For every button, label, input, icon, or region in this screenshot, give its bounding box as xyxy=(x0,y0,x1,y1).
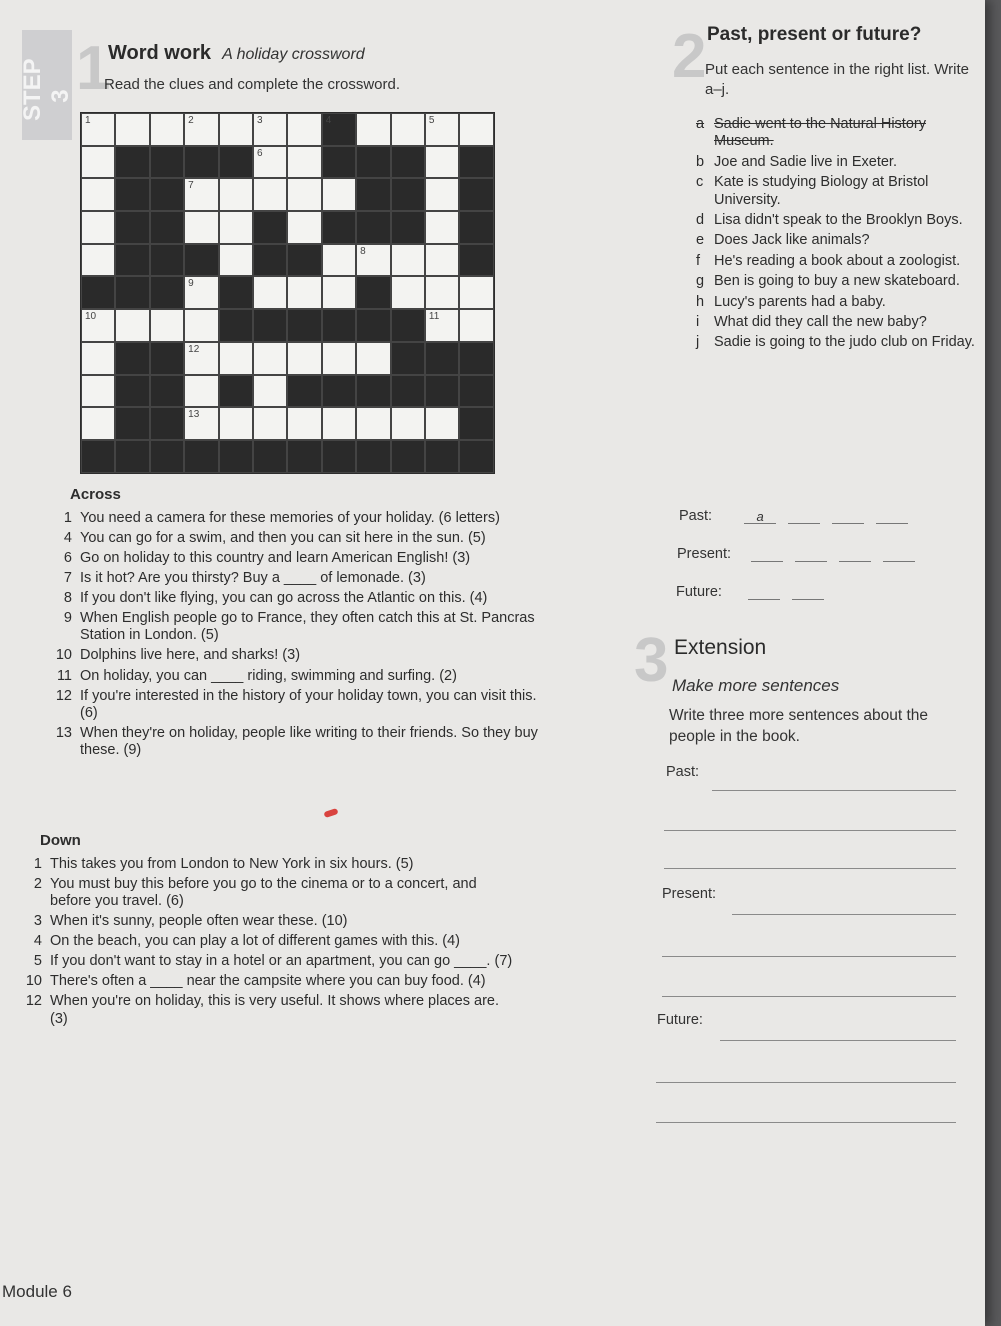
crossword-cell[interactable] xyxy=(81,407,115,440)
crossword-block xyxy=(425,342,459,375)
crossword-block xyxy=(287,375,321,408)
clue-number: 8 xyxy=(360,245,366,257)
across-clue xyxy=(44,550,550,567)
crossword-cell[interactable] xyxy=(219,407,253,440)
crossword-cell[interactable] xyxy=(184,211,218,244)
ext-future-line-1[interactable] xyxy=(720,1040,956,1041)
crossword-block xyxy=(287,440,321,473)
crossword-block xyxy=(219,375,253,408)
clue-text: When you're on holiday, this is very useful. It shows where places are. (3) xyxy=(50,993,499,1027)
sentence-letter: d xyxy=(696,211,705,228)
crossword-cell[interactable] xyxy=(219,244,253,277)
crossword-block xyxy=(115,146,149,179)
crossword-block xyxy=(322,113,356,146)
crossword-block xyxy=(391,178,425,211)
present-blank-4[interactable] xyxy=(883,547,915,562)
clue-text: When English people go to France, they often catch this at St. Pancras Station in London. (5) xyxy=(80,610,535,644)
sentence-letter: c xyxy=(696,174,704,191)
ext-present-line-2[interactable] xyxy=(662,956,956,957)
across-clue xyxy=(44,530,550,547)
crossword-block xyxy=(115,407,149,440)
crossword-cell[interactable] xyxy=(425,407,459,440)
sentence-item xyxy=(696,314,976,331)
crossword-cell[interactable] xyxy=(81,211,115,244)
down-clue xyxy=(14,856,520,873)
section-3-subtitle: Make more sentences xyxy=(672,676,840,695)
crossword-block xyxy=(184,146,218,179)
crossword-cell[interactable] xyxy=(184,375,218,408)
clue-number: 7 xyxy=(188,180,194,192)
step-tab xyxy=(19,30,74,140)
crossword-block xyxy=(150,276,184,309)
crossword-block xyxy=(253,244,287,277)
down-clue xyxy=(14,876,520,910)
present-blank-1[interactable] xyxy=(751,547,783,562)
clue-number: 3 xyxy=(256,115,263,126)
sentence-letter: f xyxy=(696,252,701,269)
crossword-block xyxy=(322,440,356,473)
crossword-cell[interactable] xyxy=(81,178,115,211)
ext-present-line-3[interactable] xyxy=(662,996,956,997)
sentence-text: Ben is going to buy a new skateboard. xyxy=(714,273,960,290)
across-clue xyxy=(44,570,550,587)
across-clue xyxy=(44,590,550,607)
crossword-block xyxy=(391,211,425,244)
across-clue xyxy=(44,510,550,527)
crossword-cell[interactable] xyxy=(115,309,149,342)
section-1-subtitle: A holiday crossword xyxy=(222,46,365,63)
crossword-block xyxy=(115,375,149,408)
section-3-number: 3 xyxy=(634,626,669,695)
red-pen-mark xyxy=(323,808,338,818)
crossword-block xyxy=(219,146,253,179)
crossword-block xyxy=(425,375,459,408)
clue-number: 12 xyxy=(188,343,200,355)
clue-text: When it's sunny, people often wear these. (10) xyxy=(50,913,348,930)
section-1-instruction: Read the clues and complete the crossword. xyxy=(104,76,400,93)
crossword-block xyxy=(459,146,493,179)
clue-number: 10 xyxy=(85,311,97,323)
crossword-cell[interactable] xyxy=(81,146,115,179)
crossword-cell[interactable] xyxy=(150,309,184,342)
future-label: Future: xyxy=(676,584,722,600)
crossword-cell[interactable] xyxy=(253,407,287,440)
across-clue xyxy=(44,610,550,644)
crossword-block xyxy=(459,178,493,211)
crossword-cell[interactable] xyxy=(459,113,493,146)
sentence-item xyxy=(696,154,976,171)
crossword-block xyxy=(150,375,184,408)
crossword-cell[interactable] xyxy=(425,146,459,179)
clue-number: 9 xyxy=(188,278,194,290)
crossword-block xyxy=(322,146,356,179)
crossword-cell[interactable] xyxy=(356,342,390,375)
section-2-title: Past, present or future? xyxy=(707,24,922,45)
across-clue xyxy=(44,688,550,722)
down-clue xyxy=(14,973,520,990)
crossword-cell[interactable] xyxy=(391,407,425,440)
ext-past-line-3[interactable] xyxy=(664,868,956,869)
crossword-block xyxy=(459,440,493,473)
sentence-text: Sadie went to the Natural History Museum. xyxy=(714,116,926,150)
clue-number: 5 xyxy=(33,953,42,970)
future-answer-row xyxy=(676,584,824,600)
crossword-block xyxy=(253,211,287,244)
sentence-letter: h xyxy=(696,293,705,310)
future-blank-2[interactable] xyxy=(792,585,824,600)
clue-text: If you don't want to stay in a hotel or an apartment, you can go ____. (7) xyxy=(50,953,513,970)
clue-number: 13 xyxy=(55,724,72,741)
crossword-cell[interactable] xyxy=(184,342,218,375)
crossword-cell[interactable] xyxy=(81,244,115,277)
crossword-cell[interactable] xyxy=(287,407,321,440)
crossword-block xyxy=(459,342,493,375)
crossword-cell[interactable] xyxy=(391,276,425,309)
crossword-block xyxy=(459,407,493,440)
clue-text: Is it hot? Are you thirsty? Buy a ____ of lemonade. (3) xyxy=(80,570,426,587)
crossword-block xyxy=(391,440,425,473)
clue-number: 10 xyxy=(25,973,42,990)
clue-text: You need a camera for these memories of your holiday. (6 letters) xyxy=(80,509,500,526)
sentence-item xyxy=(696,294,976,311)
crossword-cell[interactable] xyxy=(253,113,287,146)
crossword-cell[interactable] xyxy=(184,276,218,309)
sentence-text: Kate is studying Biology at Bristol University. xyxy=(714,174,929,208)
past-blank-3[interactable] xyxy=(832,509,864,524)
sentence-letter: b xyxy=(696,153,705,170)
sentence-letter: j xyxy=(696,334,700,351)
clue-text: If you're interested in the history of your holiday town, you can visit this. (6) xyxy=(80,687,537,721)
ext-present-label: Present: xyxy=(662,886,716,902)
crossword-block xyxy=(150,440,184,473)
clue-number: 9 xyxy=(63,610,72,627)
crossword-cell[interactable] xyxy=(253,342,287,375)
ext-past-label: Past: xyxy=(666,764,700,780)
crossword-block xyxy=(219,440,253,473)
clue-number: 10 xyxy=(55,647,72,664)
module-footer: Module 6 xyxy=(2,1282,72,1301)
crossword-grid xyxy=(80,112,495,474)
past-blank-1[interactable]: a xyxy=(744,509,776,524)
crossword-block xyxy=(322,309,356,342)
clue-number: 11 xyxy=(428,311,440,323)
crossword-cell[interactable] xyxy=(425,211,459,244)
crossword-block xyxy=(115,276,149,309)
sentence-text: He's reading a book about a zoologist. xyxy=(714,252,961,269)
crossword-block xyxy=(459,375,493,408)
crossword-block xyxy=(391,342,425,375)
sentence-item xyxy=(696,232,976,249)
present-label: Present: xyxy=(677,546,731,562)
section-3-title: Extension xyxy=(674,636,767,659)
sentence-text: Sadie is going to the judo club on Friday. xyxy=(714,334,975,351)
crossword-block xyxy=(253,309,287,342)
clue-text: There's often a ____ near the campsite where you can buy food. (4) xyxy=(50,973,486,990)
sentence-item xyxy=(696,212,976,229)
clue-number: 1 xyxy=(63,509,72,526)
crossword-cell[interactable] xyxy=(184,407,218,440)
crossword-cell[interactable] xyxy=(356,244,390,277)
crossword-cell[interactable] xyxy=(219,178,253,211)
crossword-cell[interactable] xyxy=(184,309,218,342)
crossword-block xyxy=(425,440,459,473)
crossword-cell[interactable] xyxy=(219,342,253,375)
section-2-instruction: Put each sentence in the right list. Write a–j. xyxy=(705,61,970,99)
ext-future-line-3[interactable] xyxy=(656,1122,956,1123)
crossword-block xyxy=(253,440,287,473)
clue-number: 13 xyxy=(188,409,200,421)
crossword-block xyxy=(287,309,321,342)
crossword-cell[interactable] xyxy=(81,342,115,375)
crossword-cell[interactable] xyxy=(81,309,115,342)
crossword-block xyxy=(459,211,493,244)
crossword-block xyxy=(459,244,493,277)
crossword-block xyxy=(150,244,184,277)
crossword-cell[interactable] xyxy=(253,146,287,179)
sentence-list xyxy=(696,116,976,355)
crossword-cell[interactable] xyxy=(287,113,321,146)
crossword-cell[interactable] xyxy=(322,342,356,375)
crossword-block xyxy=(150,146,184,179)
section-2-number: 2 xyxy=(672,22,707,91)
down-clue xyxy=(14,913,520,930)
crossword-cell[interactable] xyxy=(425,113,459,146)
crossword-cell[interactable] xyxy=(184,113,218,146)
clue-text: If you don't like flying, you can go across the Atlantic on this. (4) xyxy=(80,590,488,607)
clue-text: You must buy this before you go to the cinema or to a concert, and before you travel. (6) xyxy=(50,875,477,909)
crossword-block xyxy=(391,375,425,408)
clue-text: Dolphins live here, and sharks! (3) xyxy=(80,647,301,664)
crossword-cell[interactable] xyxy=(425,244,459,277)
crossword-block xyxy=(184,440,218,473)
crossword-block xyxy=(115,178,149,211)
crossword-cell[interactable] xyxy=(81,375,115,408)
clue-number: 6 xyxy=(63,549,72,566)
ext-future-line-2[interactable] xyxy=(656,1082,956,1083)
clue-number: 4 xyxy=(33,933,42,950)
crossword-block xyxy=(356,211,390,244)
clue-number: 2 xyxy=(33,875,42,892)
future-blank-1[interactable] xyxy=(748,585,780,600)
crossword-block xyxy=(356,375,390,408)
crossword-cell[interactable] xyxy=(287,178,321,211)
crossword-cell[interactable] xyxy=(391,244,425,277)
crossword-block xyxy=(150,178,184,211)
crossword-cell[interactable] xyxy=(287,146,321,179)
clue-number: 3 xyxy=(33,913,42,930)
ext-future-label: Future: xyxy=(657,1012,703,1028)
present-blank-3[interactable] xyxy=(839,547,871,562)
sentence-text: What did they call the new baby? xyxy=(714,313,927,330)
crossword-block xyxy=(150,211,184,244)
down-clue xyxy=(14,933,520,950)
crossword-cell[interactable] xyxy=(115,113,149,146)
crossword-cell[interactable] xyxy=(184,178,218,211)
clue-number: 4 xyxy=(63,529,72,546)
crossword-block xyxy=(184,244,218,277)
crossword-block xyxy=(322,211,356,244)
clue-text: On holiday, you can ____ riding, swimming and surfing. (2) xyxy=(80,667,457,684)
crossword-cell[interactable] xyxy=(287,342,321,375)
clue-number: 12 xyxy=(55,687,72,704)
crossword-block xyxy=(115,244,149,277)
crossword-block xyxy=(150,407,184,440)
across-clue xyxy=(44,725,550,759)
clue-number: 4 xyxy=(325,115,332,126)
clue-number: 6 xyxy=(256,147,263,159)
crossword-block xyxy=(322,375,356,408)
crossword-cell[interactable] xyxy=(219,211,253,244)
across-clues xyxy=(44,486,550,762)
section-3-instruction: Write three more sentences about the people in the book. xyxy=(669,707,929,745)
clue-number: 1 xyxy=(33,855,42,872)
across-heading: Across xyxy=(70,486,121,503)
clue-number: 11 xyxy=(56,667,72,684)
crossword-block xyxy=(287,244,321,277)
crossword-block xyxy=(150,342,184,375)
sentence-text: Joe and Sadie live in Exeter. xyxy=(714,153,897,170)
crossword-block xyxy=(81,440,115,473)
clue-number: 8 xyxy=(63,590,72,607)
ext-past-line-2[interactable] xyxy=(664,830,956,831)
across-clue xyxy=(44,647,550,664)
crossword-block xyxy=(356,146,390,179)
crossword-block xyxy=(219,276,253,309)
section-1-heading xyxy=(108,42,365,65)
crossword-block xyxy=(356,276,390,309)
sentence-item xyxy=(696,253,976,270)
crossword-block xyxy=(391,309,425,342)
sentence-item xyxy=(696,116,976,151)
crossword-block xyxy=(391,146,425,179)
crossword-block xyxy=(219,309,253,342)
section-1-title: Word work xyxy=(108,42,211,64)
crossword-cell[interactable] xyxy=(253,375,287,408)
crossword-block xyxy=(115,211,149,244)
crossword-cell[interactable] xyxy=(287,276,321,309)
clue-text: You can go for a swim, and then you can sit here in the sun. (5) xyxy=(80,529,486,546)
crossword-block xyxy=(356,178,390,211)
crossword-cell[interactable] xyxy=(356,113,390,146)
past-blank-4[interactable] xyxy=(876,509,908,524)
crossword-block xyxy=(81,276,115,309)
sentence-letter: a xyxy=(696,116,705,132)
clue-number: 1 xyxy=(85,115,91,126)
crossword-cell[interactable] xyxy=(253,178,287,211)
crossword-cell[interactable] xyxy=(322,244,356,277)
sentence-letter: i xyxy=(696,313,700,330)
crossword-cell[interactable] xyxy=(425,178,459,211)
crossword-block xyxy=(115,440,149,473)
crossword-cell[interactable] xyxy=(287,211,321,244)
present-blank-2[interactable] xyxy=(795,547,827,562)
sentence-item xyxy=(696,174,976,209)
down-heading: Down xyxy=(40,832,81,849)
clue-text: On the beach, you can play a lot of different games with this. (4) xyxy=(50,933,460,950)
crossword-cell[interactable] xyxy=(253,276,287,309)
crossword-cell[interactable] xyxy=(322,276,356,309)
sentence-letter: e xyxy=(696,232,705,249)
crossword-cell[interactable] xyxy=(219,113,253,146)
crossword-block xyxy=(115,342,149,375)
crossword-cell[interactable] xyxy=(322,407,356,440)
clue-number: 2 xyxy=(188,115,194,126)
crossword-cell[interactable] xyxy=(150,113,184,146)
clue-number: 5 xyxy=(428,115,435,126)
across-clue xyxy=(44,668,550,685)
crossword-cell[interactable] xyxy=(81,113,115,146)
past-label: Past: xyxy=(679,508,713,524)
clue-number: 7 xyxy=(63,570,72,587)
clue-number: 12 xyxy=(25,993,42,1010)
ext-past-line-1[interactable] xyxy=(712,790,956,791)
down-clues xyxy=(14,832,520,1031)
crossword-cell[interactable] xyxy=(425,276,459,309)
crossword-block xyxy=(356,440,390,473)
crossword-cell[interactable] xyxy=(322,178,356,211)
step-tab-label: STEP 3 xyxy=(19,58,74,121)
past-answer-row xyxy=(679,508,908,524)
sentence-item xyxy=(696,334,976,351)
sentence-text: Lucy's parents had a baby. xyxy=(714,293,886,310)
clue-text: When they're on holiday, people like writing to their friends. So they buy these. (9) xyxy=(80,724,538,758)
crossword-cell[interactable] xyxy=(459,276,493,309)
sentence-text: Lisa didn't speak to the Brooklyn Boys. xyxy=(714,211,963,228)
crossword-cell[interactable] xyxy=(391,113,425,146)
down-clue xyxy=(14,953,520,970)
crossword-cell[interactable] xyxy=(459,309,493,342)
past-blank-2[interactable] xyxy=(788,509,820,524)
present-answer-row xyxy=(677,546,915,562)
crossword-cell[interactable] xyxy=(356,407,390,440)
sentence-letter: g xyxy=(696,273,705,290)
section-1-number: 1 xyxy=(76,34,111,103)
crossword-cell[interactable] xyxy=(425,309,459,342)
down-clue xyxy=(14,993,520,1027)
clue-text: This takes you from London to New York in six hours. (5) xyxy=(50,855,414,872)
ext-present-line-1[interactable] xyxy=(732,914,956,915)
clue-text: Go on holiday to this country and learn American English! (3) xyxy=(80,549,471,566)
sentence-text: Does Jack like animals? xyxy=(714,232,870,249)
crossword-block xyxy=(356,309,390,342)
sentence-item xyxy=(696,273,976,290)
